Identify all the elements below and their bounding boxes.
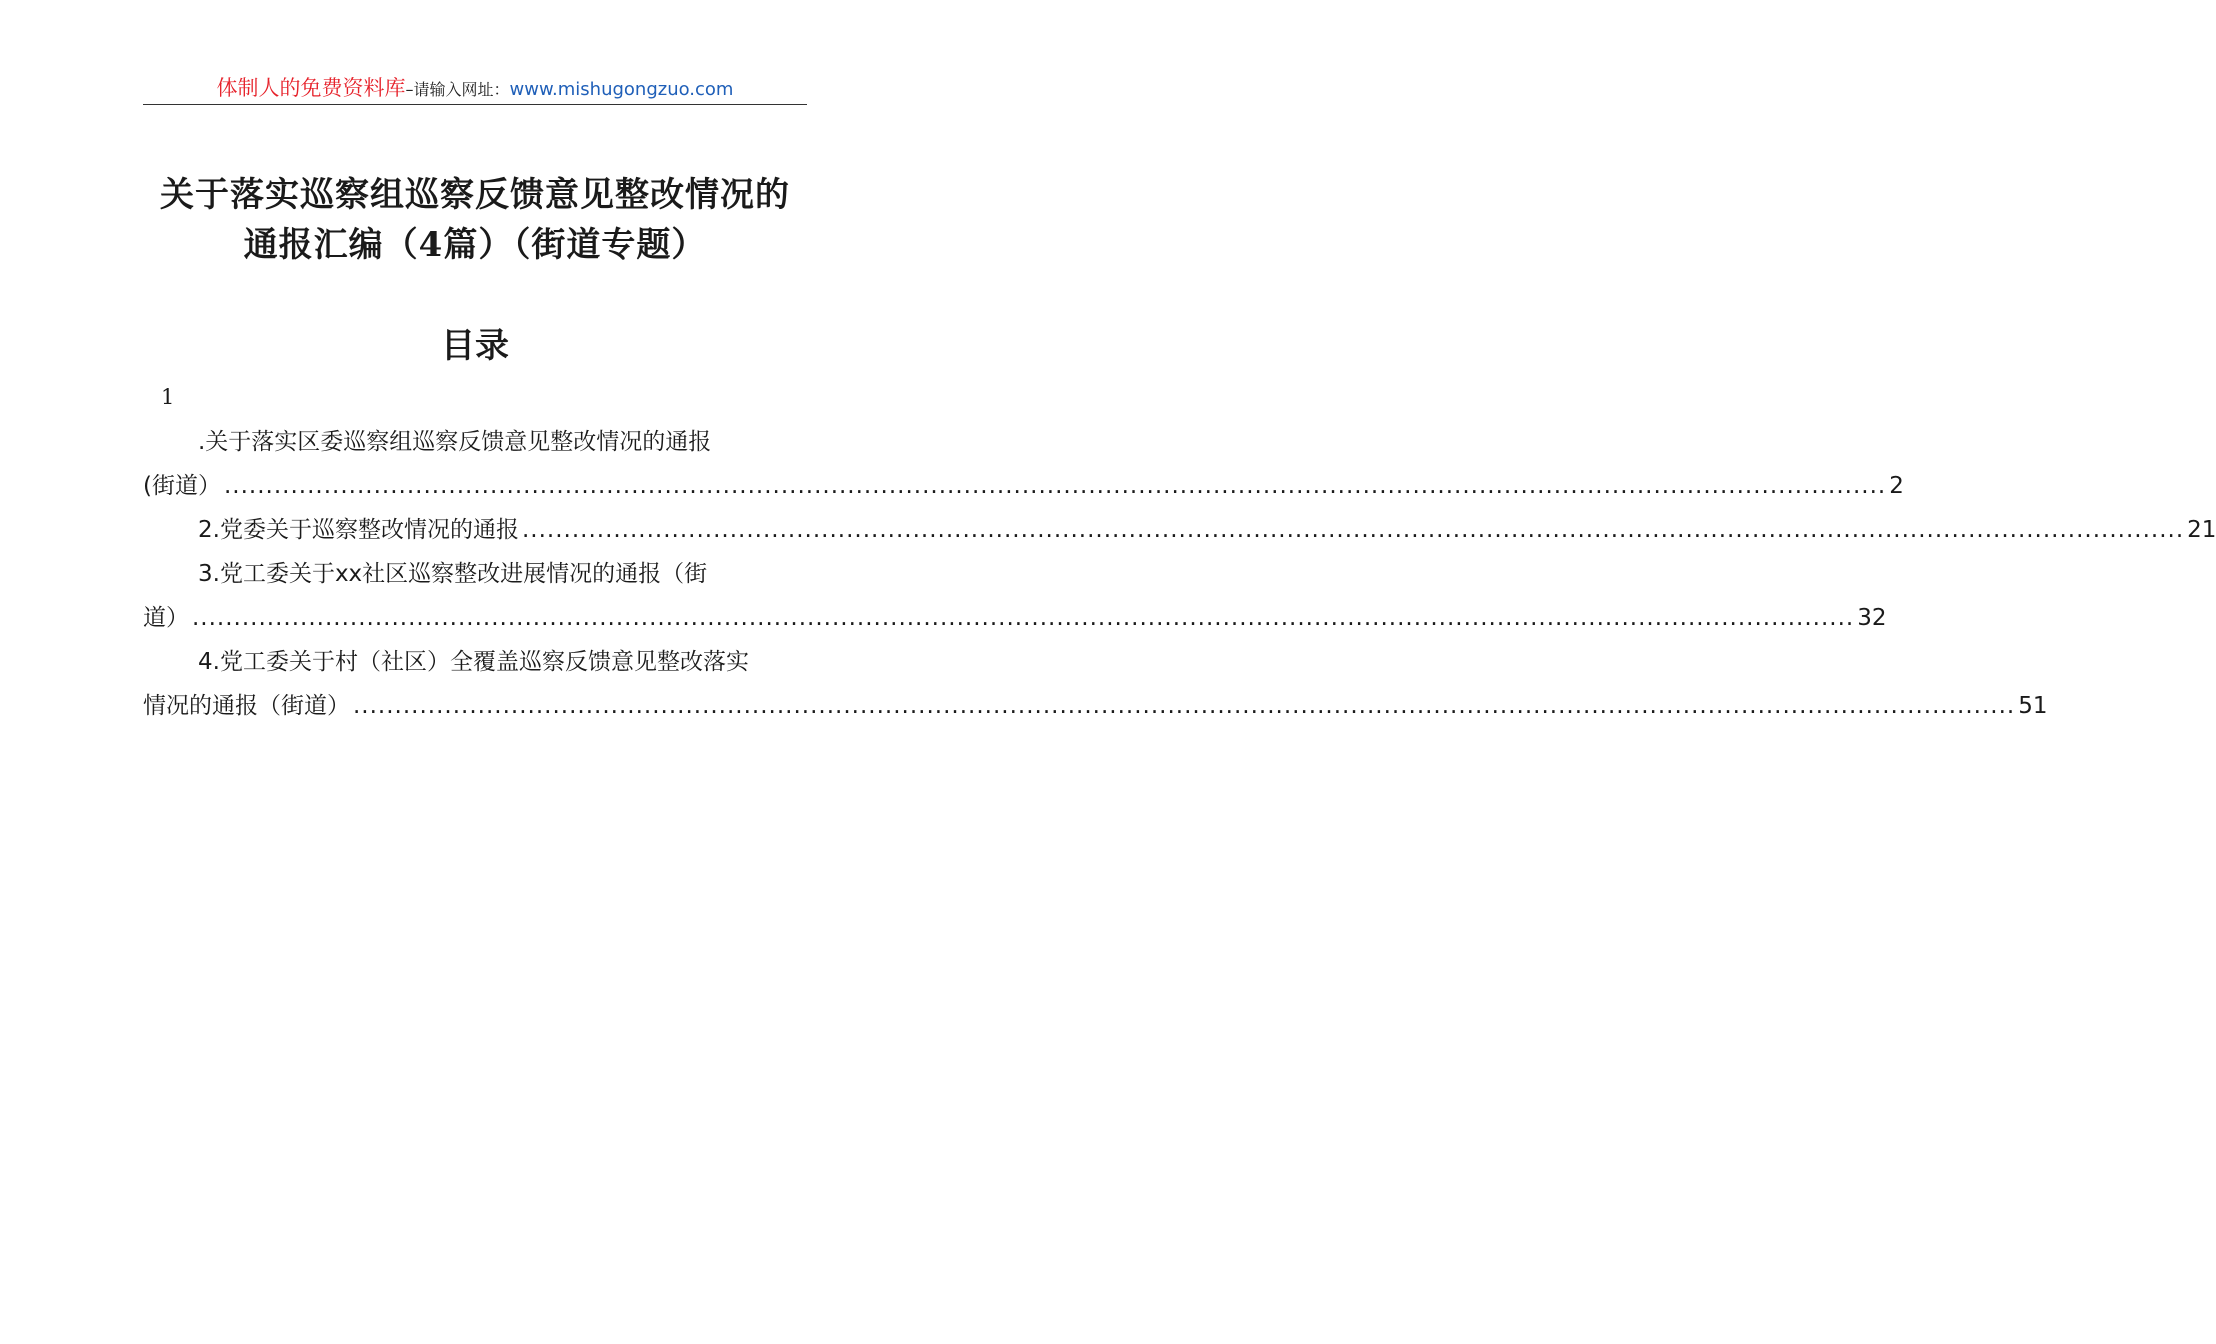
toc-entry-text: (街道） [143,473,221,499]
toc-entry-text: .关于落实区委巡察组巡察反馈意见整改情况的通报 [198,429,712,455]
dot-leader: ........................................................................................................................................................................................................ [353,693,2016,719]
dot-leader: ........................................................................................................................................................................................................ [521,517,2185,543]
toc-entry-last-line [143,464,1904,508]
toc-entry-text: 4.党工委关于村（社区）全覆盖巡察反馈意见整改落实 [198,649,749,675]
title-line-2: 通报汇编（4篇）（街道专题） [243,225,707,265]
dot-leader: ........................................................................................................................................................................................................ [192,605,1855,631]
toc-entry-3[interactable] [143,552,1887,640]
toc-entry-last-line [143,508,2216,552]
toc-entry-1[interactable] [143,420,1904,508]
header-brand: 体制人的免费资料库 [216,76,406,100]
header-url-link[interactable]: www.mishugongzuo.com [509,79,734,100]
toc-entry-last-line [143,596,1887,640]
toc-heading: 目录 [441,326,509,366]
toc-entry-4[interactable] [143,640,2048,728]
toc-entry-text: 道） [143,605,189,631]
dot-leader: ........................................................................................................................................................................................................ [223,473,1887,499]
toc-entry-last-line [143,684,2048,728]
toc-entry-text: 情况的通报（街道） [143,693,350,719]
toc-page-number: 2 [1889,473,1904,499]
toc-page-number: 32 [1857,605,1887,631]
toc-number-line: 1 [161,385,175,409]
header-prompt: –请输入网址： [405,80,510,99]
toc-entry-text: 2.党委关于巡察整改情况的通报 [198,517,519,543]
page-header [143,72,807,105]
toc-page-number: 21 [2187,517,2216,543]
toc-entry-2[interactable] [143,508,2216,552]
title-line-1: 关于落实巡察组巡察反馈意见整改情况的 [160,175,790,215]
toc-entry-text: 3.党工委关于xx社区巡察整改进展情况的通报（街 [198,561,708,587]
document-title [143,170,807,270]
toc-page-number: 51 [2018,693,2048,719]
table-of-contents [143,420,2216,728]
